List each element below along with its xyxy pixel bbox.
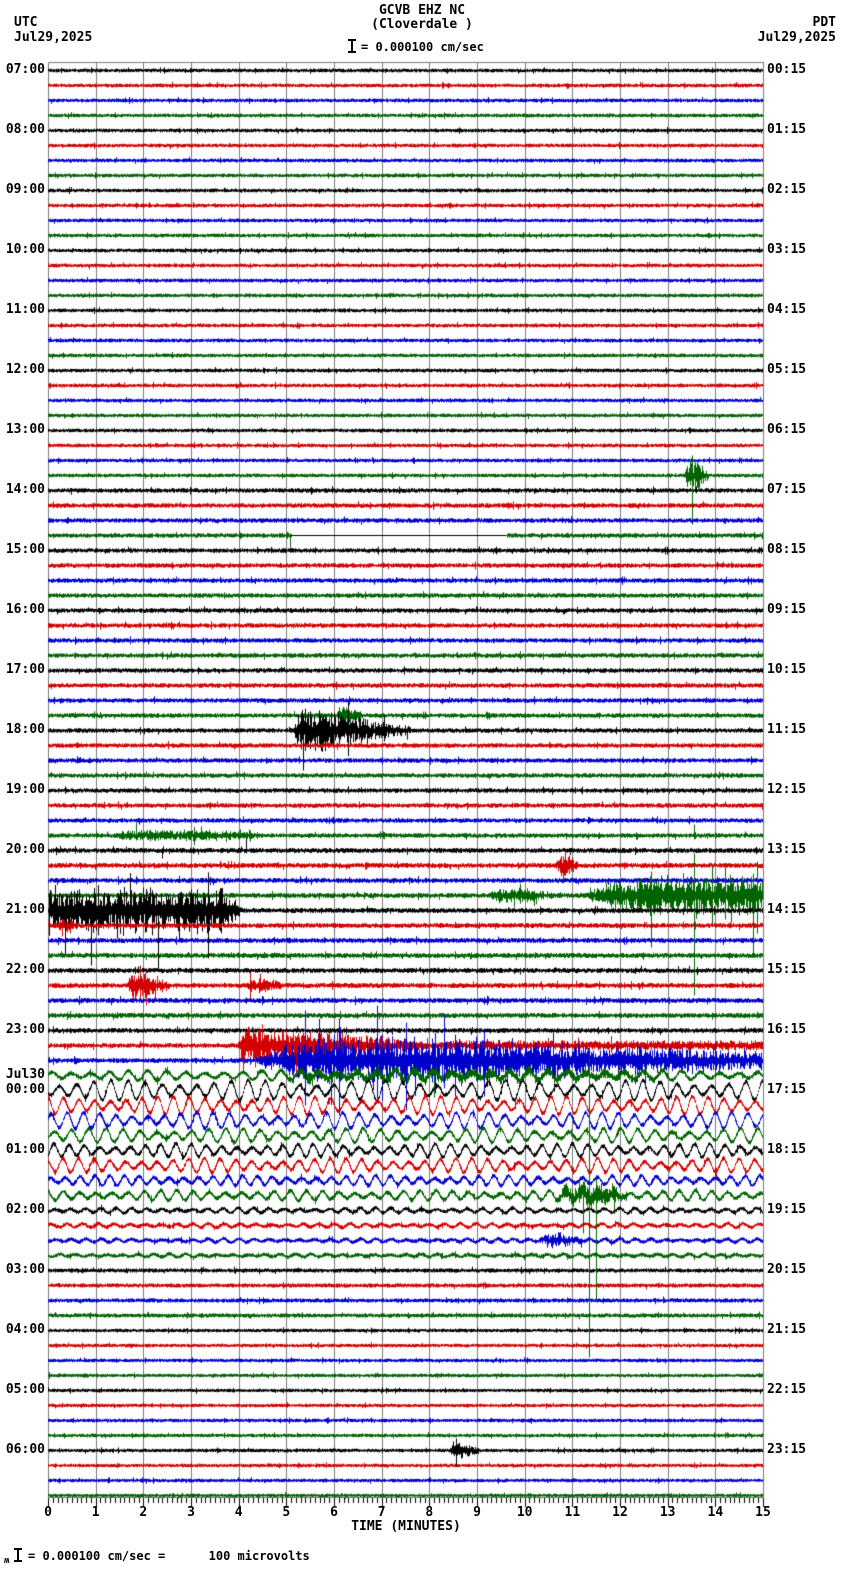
axis-tick-label: 8 xyxy=(425,1505,434,1520)
utc-date-rollover-label: Jul30 xyxy=(5,1067,45,1082)
pdt-hour-label: 16:15 xyxy=(767,1022,807,1037)
pdt-hour-label: 11:15 xyxy=(767,722,807,737)
axis-tick-label: 13 xyxy=(659,1505,676,1520)
axis-tick-label: 14 xyxy=(707,1505,724,1520)
utc-hour-label: 18:00 xyxy=(5,722,45,737)
pdt-hour-label: 03:15 xyxy=(767,242,807,257)
utc-hour-label: 05:00 xyxy=(5,1382,45,1397)
utc-hour-label: 04:00 xyxy=(5,1322,45,1337)
utc-hour-label: 03:00 xyxy=(5,1262,45,1277)
axis-tick-label: 11 xyxy=(564,1505,581,1520)
utc-hour-label: 23:00 xyxy=(5,1022,45,1037)
axis-tick-label: 7 xyxy=(377,1505,386,1520)
pdt-hour-label: 08:15 xyxy=(767,542,807,557)
axis-tick-label: 6 xyxy=(330,1505,338,1520)
pdt-hour-label: 23:15 xyxy=(767,1442,807,1457)
axis-tick-label: 4 xyxy=(234,1505,243,1520)
utc-hour-label: 19:00 xyxy=(5,782,45,797)
axis-tick-label: 3 xyxy=(187,1505,195,1520)
utc-hour-label: 10:00 xyxy=(5,242,45,257)
footer-scale-text: = 0.000100 cm/sec = 100 microvolts xyxy=(28,1549,310,1563)
pdt-hour-label: 06:15 xyxy=(767,422,807,437)
utc-hour-label: 14:00 xyxy=(5,482,45,497)
utc-hour-label: 20:00 xyxy=(5,842,45,857)
pdt-hour-label: 22:15 xyxy=(767,1382,807,1397)
pdt-hour-label: 09:15 xyxy=(767,602,807,617)
footer-squiggle-glyph: ʍ xyxy=(4,1556,10,1566)
utc-hour-label: 13:00 xyxy=(5,422,45,437)
utc-hour-label: 09:00 xyxy=(5,182,45,197)
pdt-hour-label: 15:15 xyxy=(767,962,807,977)
utc-hour-label: 08:00 xyxy=(5,122,45,137)
pdt-hour-label: 10:15 xyxy=(767,662,807,677)
utc-hour-label: 17:00 xyxy=(5,662,45,677)
utc-hour-label: 11:00 xyxy=(5,302,45,317)
utc-hour-label: 22:00 xyxy=(5,962,45,977)
pdt-hour-label: 02:15 xyxy=(767,182,807,197)
utc-hour-label: 00:00 xyxy=(5,1082,45,1097)
pdt-hour-label: 01:15 xyxy=(767,122,807,137)
utc-hour-label: 15:00 xyxy=(5,542,45,557)
utc-hour-label: 07:00 xyxy=(5,62,45,77)
pdt-hour-label: 18:15 xyxy=(767,1142,807,1157)
axis-tick-label: 10 xyxy=(516,1505,533,1520)
utc-hour-label: 21:00 xyxy=(5,902,45,917)
utc-hour-label: 12:00 xyxy=(5,362,45,377)
pdt-hour-label: 04:15 xyxy=(767,302,807,317)
pdt-hour-label: 13:15 xyxy=(767,842,807,857)
utc-hour-label: 06:00 xyxy=(5,1442,45,1457)
utc-hour-label: 02:00 xyxy=(5,1202,45,1217)
pdt-hour-label: 17:15 xyxy=(767,1082,807,1097)
axis-tick-label: 12 xyxy=(612,1505,628,1520)
pdt-hour-label: 05:15 xyxy=(767,362,807,377)
pdt-hour-label: 14:15 xyxy=(767,902,807,917)
pdt-hour-label: 00:15 xyxy=(767,62,807,77)
pdt-hour-label: 20:15 xyxy=(767,1262,807,1277)
pdt-hour-label: 21:15 xyxy=(767,1322,807,1337)
utc-hour-label: 16:00 xyxy=(5,602,45,617)
footer-scale-bar-icon xyxy=(14,1548,22,1562)
axis-tick-label: 1 xyxy=(91,1505,100,1520)
pdt-hour-label: 12:15 xyxy=(767,782,807,797)
axis-tick-label: 15 xyxy=(755,1505,771,1520)
pdt-hour-label: 07:15 xyxy=(767,482,807,497)
axis-tick-label: 2 xyxy=(139,1505,148,1520)
axis-tick-label: 0 xyxy=(44,1505,52,1520)
axis-tick-label: 9 xyxy=(473,1505,481,1520)
x-axis-title: TIME (MINUTES) xyxy=(351,1519,461,1534)
utc-hour-label: 01:00 xyxy=(5,1142,45,1157)
pdt-hour-label: 19:15 xyxy=(767,1202,807,1217)
axis-tick-label: 5 xyxy=(282,1505,291,1520)
